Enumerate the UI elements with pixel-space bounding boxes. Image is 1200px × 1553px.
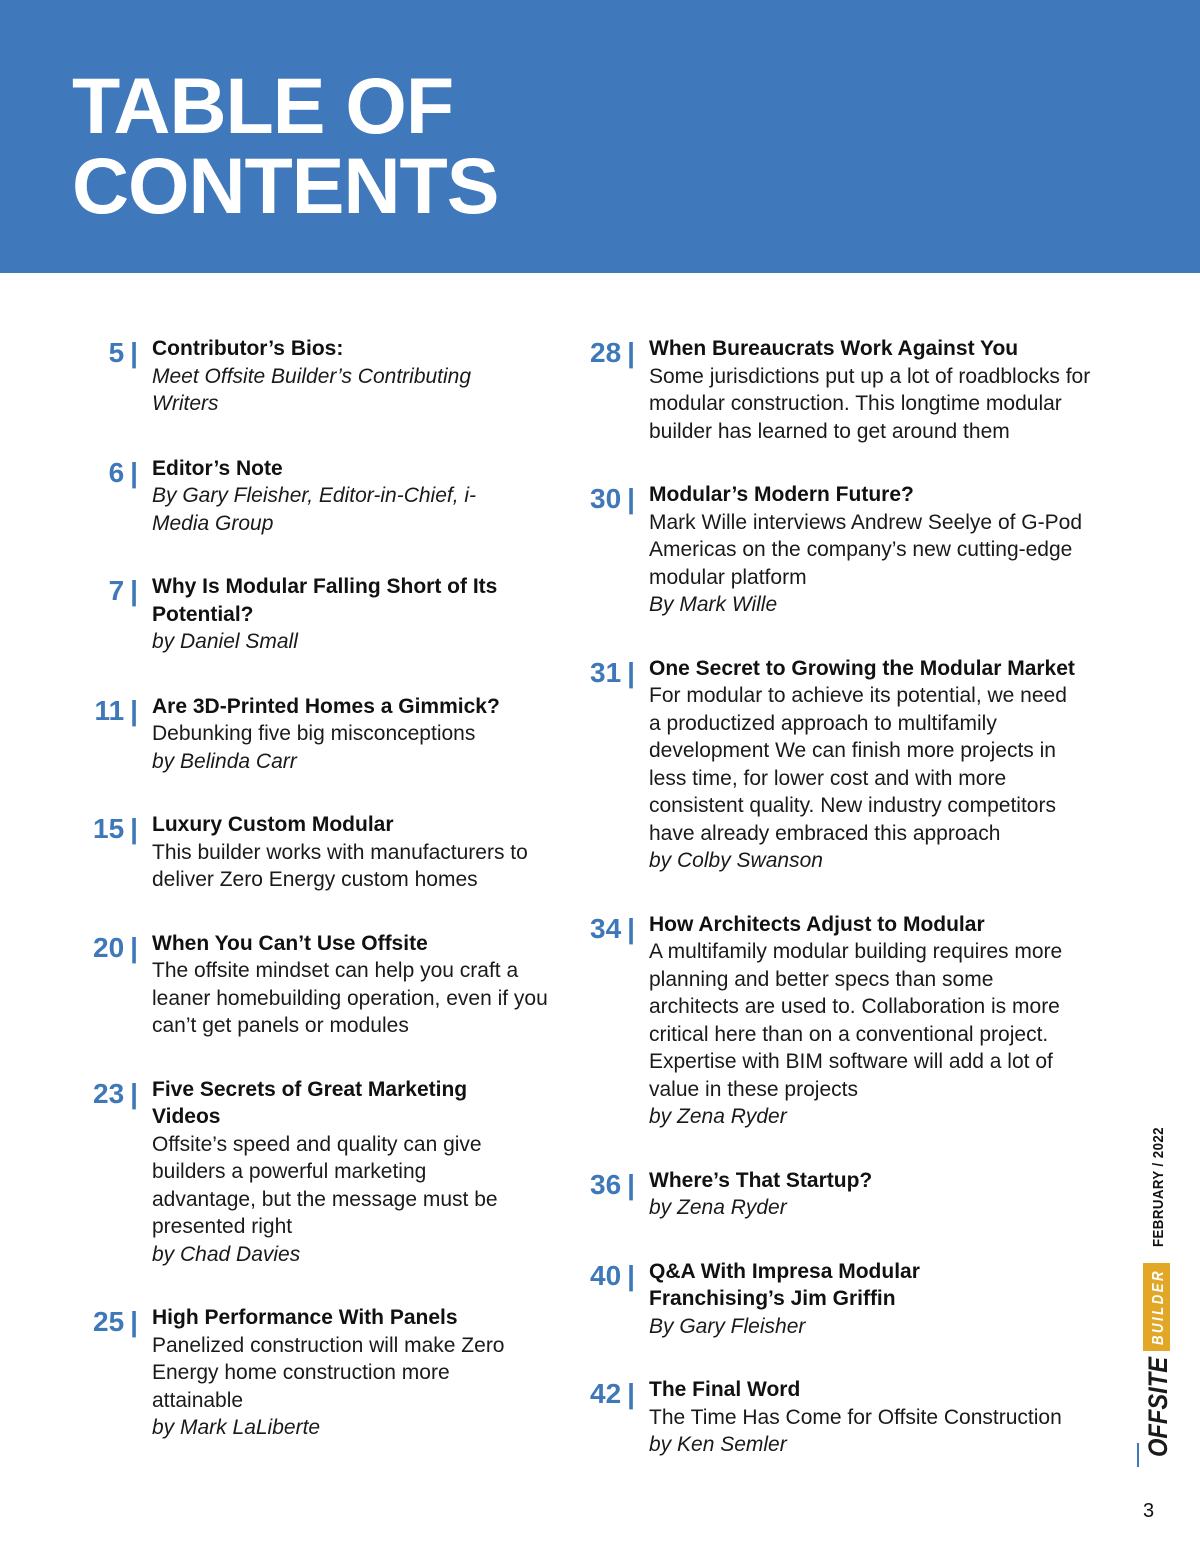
article-title[interactable]: Luxury Custom Modular bbox=[152, 813, 394, 836]
page-number-value: 40 bbox=[590, 1259, 622, 1291]
toc-page-number bbox=[577, 1257, 635, 1295]
page-number-value: 30 bbox=[590, 483, 622, 514]
brand-offsite-word: OFFSITE bbox=[1143, 1343, 1173, 1457]
article-description: Mark Wille interviews Andrew Seelye of G-Pod Americas on the company’s new cutting-edge modular platform bbox=[649, 510, 1082, 589]
separator-bar: | bbox=[130, 337, 138, 368]
page-title bbox=[72, 61, 499, 230]
toc-entry-body bbox=[649, 1374, 1099, 1459]
page-number-value: 23 bbox=[93, 1077, 125, 1109]
separator-bar: | bbox=[627, 1259, 635, 1291]
toc-entry[interactable] bbox=[80, 809, 560, 894]
toc-page-number bbox=[577, 1166, 635, 1204]
article-title[interactable]: Modular’s Modern Future? bbox=[649, 483, 914, 506]
toc-entry[interactable] bbox=[80, 1302, 560, 1442]
article-byline: By Gary Fleisher, Editor-in-Chief, i-Media Group bbox=[152, 484, 477, 535]
article-title[interactable]: Why Is Modular Falling Short of Its Potential? bbox=[152, 575, 498, 626]
toc-page-number bbox=[80, 454, 138, 492]
toc-entry[interactable] bbox=[577, 1256, 1112, 1341]
toc-page-number bbox=[577, 910, 635, 948]
toc-page-number bbox=[577, 334, 635, 372]
article-byline: by Mark LaLiberte bbox=[152, 1416, 321, 1439]
toc-entry[interactable] bbox=[80, 691, 560, 776]
toc-page-number bbox=[80, 810, 138, 848]
header-banner bbox=[0, 0, 1200, 273]
separator-bar: | bbox=[627, 656, 635, 688]
separator-bar: | bbox=[627, 1168, 635, 1200]
page-number: 3 bbox=[1143, 1500, 1155, 1522]
toc-entry-body bbox=[649, 653, 1079, 875]
separator-bar: | bbox=[130, 1077, 138, 1109]
toc-entry-body bbox=[152, 453, 482, 538]
separator-bar: | bbox=[130, 456, 138, 488]
article-title[interactable]: Editor’s Note bbox=[152, 456, 283, 480]
toc-entry[interactable] bbox=[80, 453, 560, 538]
separator-bar: | bbox=[130, 575, 138, 606]
page-number-value: 36 bbox=[590, 1168, 622, 1200]
article-description: The offsite mindset can help you craft a leaner homebuilding operation, even if you can’t get panels or modules bbox=[152, 959, 548, 1037]
toc-page-number bbox=[577, 1375, 635, 1413]
toc-entry[interactable] bbox=[80, 571, 560, 656]
toc-entry[interactable] bbox=[577, 653, 1112, 875]
article-byline: Meet Offsite Builder’s Contributing Writers bbox=[152, 364, 472, 415]
toc-entry-body bbox=[152, 928, 552, 1040]
separator-bar: | bbox=[130, 1306, 138, 1337]
toc-entry-body bbox=[152, 571, 552, 656]
page-number-value: 31 bbox=[590, 656, 622, 688]
article-byline: by Belinda Carr bbox=[152, 749, 297, 773]
page-number-value: 20 bbox=[93, 931, 125, 963]
toc-column-left bbox=[80, 333, 560, 1442]
page-number-value: 25 bbox=[93, 1306, 125, 1337]
toc-entry-body bbox=[649, 479, 1099, 619]
article-byline: by Colby Swanson bbox=[649, 849, 823, 872]
toc-entry[interactable] bbox=[577, 333, 1112, 445]
toc-page-number bbox=[577, 654, 635, 692]
magazine-brand-sidebar bbox=[1136, 1075, 1176, 1475]
article-description: Offsite’s speed and quality can give builders a powerful marketing advantage, but the message must be presented right bbox=[152, 1132, 498, 1238]
toc-entry[interactable] bbox=[80, 1074, 560, 1269]
separator-bar: | bbox=[627, 912, 635, 944]
toc-page-number bbox=[80, 1075, 138, 1113]
toc-entry-body bbox=[649, 1256, 979, 1341]
toc-column-right bbox=[577, 333, 1112, 1459]
article-description: Debunking five big misconceptions bbox=[152, 722, 476, 745]
toc-page-number bbox=[80, 929, 138, 967]
page-number-value: 15 bbox=[93, 813, 125, 844]
article-byline: By Mark Wille bbox=[649, 593, 778, 616]
article-title[interactable]: When You Can’t Use Offsite bbox=[152, 931, 428, 955]
page-number-value: 6 bbox=[108, 456, 125, 488]
article-title[interactable]: When Bureaucrats Work Against You bbox=[649, 337, 1019, 360]
toc-entry[interactable] bbox=[577, 909, 1112, 1131]
toc-entry-body bbox=[152, 333, 512, 418]
toc-entry-body bbox=[649, 909, 1089, 1131]
separator-bar: | bbox=[627, 1378, 635, 1409]
separator-bar: | bbox=[627, 483, 635, 514]
brand-builder-word: BUILDER bbox=[1150, 1252, 1167, 1345]
page-title-line1: TABLE OF bbox=[72, 61, 454, 150]
page-number-value: 34 bbox=[590, 912, 622, 944]
toc-entry[interactable] bbox=[80, 333, 560, 418]
article-title[interactable]: The Final Word bbox=[649, 1378, 801, 1401]
brand-vertical-graphic bbox=[1136, 1075, 1176, 1475]
toc-entry[interactable] bbox=[80, 928, 560, 1040]
article-title[interactable]: Contributor’s Bios: bbox=[152, 337, 344, 360]
separator-bar: | bbox=[130, 931, 138, 963]
article-description: The Time Has Come for Offsite Construction bbox=[649, 1405, 1062, 1429]
page-title-line2: CONTENTS bbox=[72, 141, 499, 230]
page-number-value: 11 bbox=[94, 694, 125, 726]
page-number-value: 5 bbox=[108, 337, 125, 368]
article-title[interactable]: Are 3D-Printed Homes a Gimmick? bbox=[152, 694, 500, 718]
toc-page-number bbox=[80, 334, 138, 372]
toc-page-number bbox=[577, 480, 635, 518]
separator-bar: | bbox=[627, 337, 635, 368]
article-byline: by Ken Semler bbox=[649, 1433, 787, 1456]
separator-bar: | bbox=[130, 694, 138, 726]
toc-entry[interactable] bbox=[577, 1374, 1112, 1459]
toc-page-number bbox=[80, 692, 138, 730]
article-description: For modular to achieve its potential, we need a productized approach to multifamily development We can finish more projects in less time, for lower cost and with more consistent quality. New industry competitors have already embraced this approach bbox=[649, 684, 1067, 845]
article-description: This builder works with manufacturers to deliver Zero Energy custom homes bbox=[152, 840, 528, 891]
article-title[interactable]: How Architects Adjust to Modular bbox=[649, 912, 985, 936]
article-description: Some jurisdictions put up a lot of roadblocks for modular construction. This longtime modular builder has learned to get around them bbox=[649, 364, 1091, 443]
brand-accent-rule bbox=[1137, 1443, 1139, 1467]
separator-bar: | bbox=[130, 813, 138, 844]
toc-entry-body bbox=[152, 1074, 512, 1269]
toc-entry-body bbox=[649, 333, 1109, 445]
toc-entry-body bbox=[649, 1165, 1099, 1222]
article-byline: By Gary Fleisher bbox=[649, 1314, 806, 1338]
article-byline: by Daniel Small bbox=[152, 630, 298, 653]
issue-date: FEBRUARY / 2022 bbox=[1150, 1111, 1167, 1247]
article-byline: by Zena Ryder bbox=[649, 1196, 787, 1219]
article-title[interactable]: Where’s That Startup? bbox=[649, 1168, 873, 1192]
toc-entry[interactable] bbox=[577, 1165, 1112, 1222]
article-title[interactable]: High Performance With Panels bbox=[152, 1306, 458, 1329]
article-title[interactable]: Q&A With Impresa Modular Franchising’s Jim Griffin bbox=[649, 1259, 920, 1310]
article-byline: by Chad Davies bbox=[152, 1242, 301, 1266]
toc-entry[interactable] bbox=[577, 479, 1112, 619]
page-number-value: 7 bbox=[108, 575, 125, 606]
toc-entry-body bbox=[152, 809, 560, 894]
toc-entry-body bbox=[152, 1302, 522, 1442]
article-title[interactable]: Five Secrets of Great Marketing Videos bbox=[152, 1077, 468, 1128]
page-number-value: 28 bbox=[590, 337, 622, 368]
article-title[interactable]: One Secret to Growing the Modular Market bbox=[649, 656, 1075, 680]
toc-page-number bbox=[80, 1303, 138, 1341]
toc-entry-body bbox=[152, 691, 560, 776]
page-number-value: 42 bbox=[590, 1378, 622, 1409]
toc-page-number bbox=[80, 572, 138, 610]
article-byline: by Zena Ryder bbox=[649, 1105, 787, 1128]
article-description: Panelized construction will make Zero Energy home construction more attainable bbox=[152, 1333, 505, 1412]
article-description: A multifamily modular building requires more planning and better specs than some architects are used to. Collaboration is more critical here than on a conventional project. Expertise with BIM software will add a lot of value in these projects bbox=[649, 940, 1063, 1101]
